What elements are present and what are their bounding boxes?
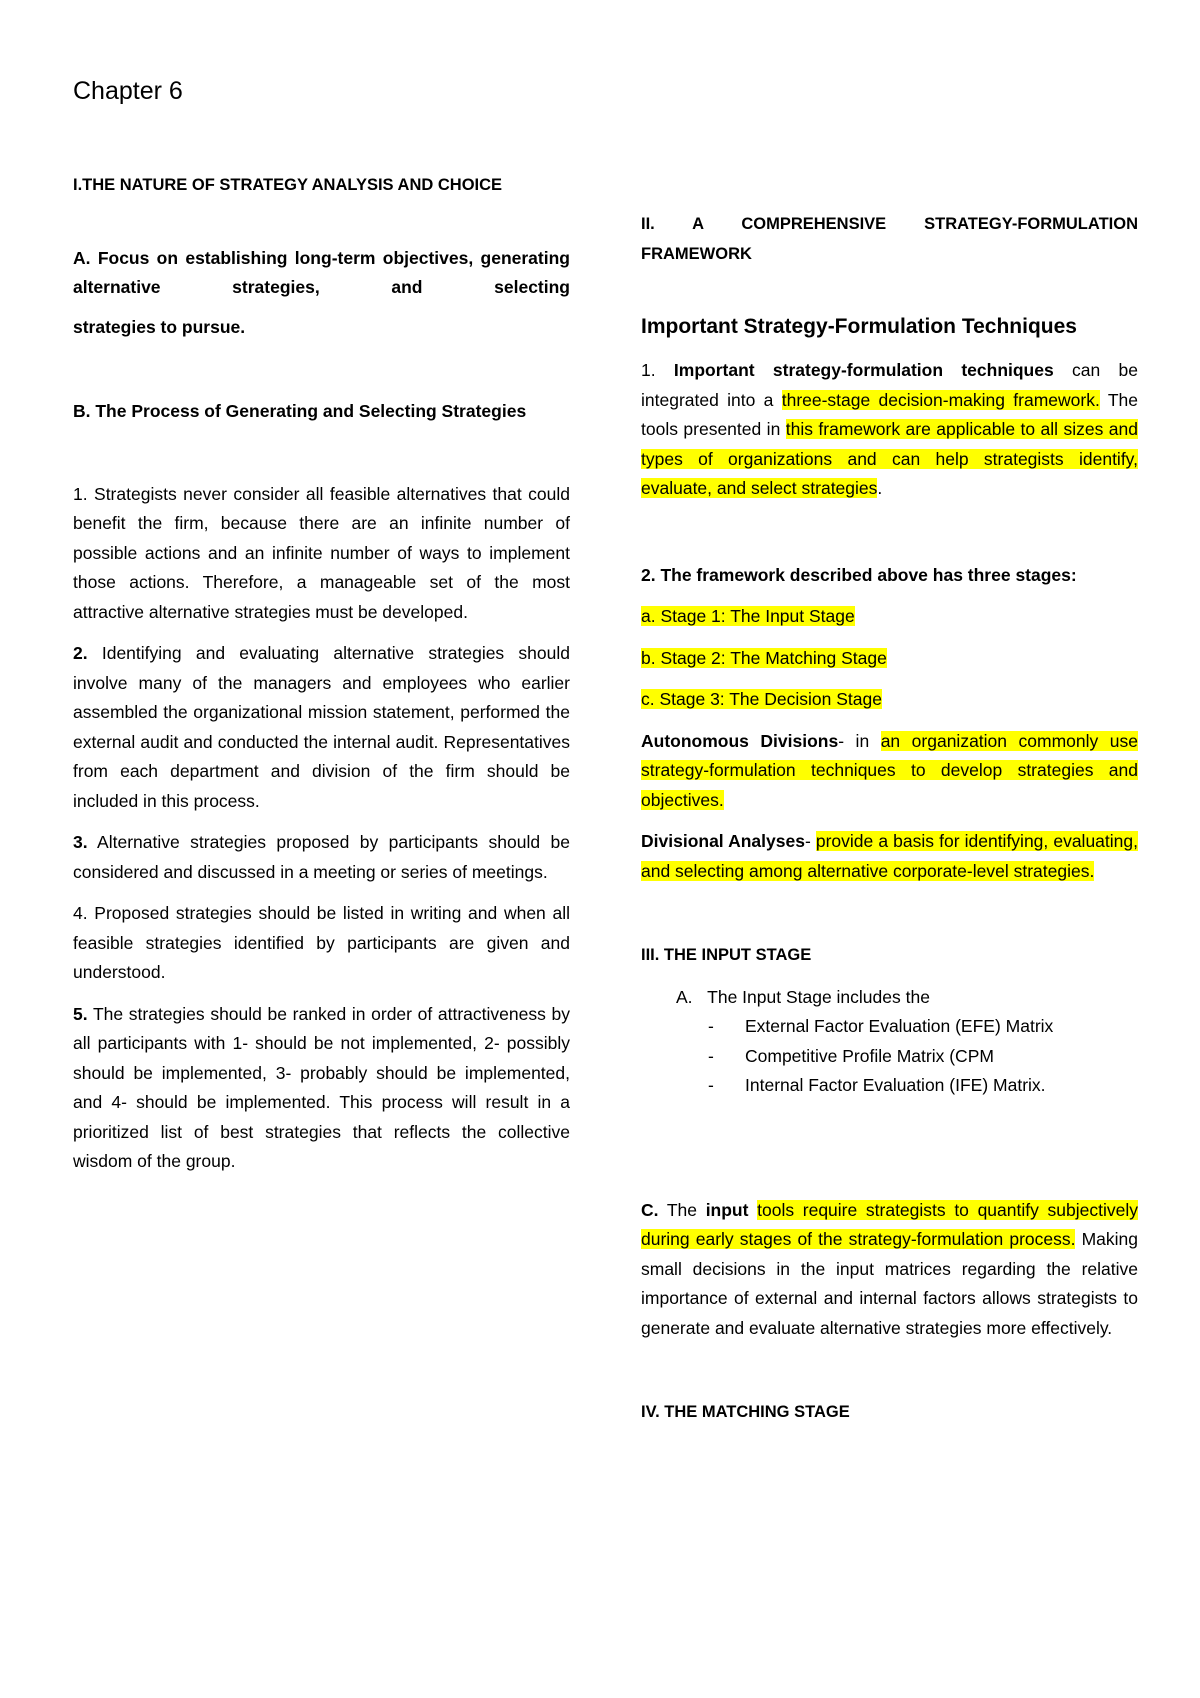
- techniques-text-c: .: [877, 478, 883, 498]
- techniques-text-b: The tools presented in: [641, 389, 1139, 439]
- input-stage-item-a: [641, 983, 1138, 1013]
- input-tools-highlight: tools require strategists to quantify subjectively during early stages of the strategy-formulation process.: [641, 1199, 1138, 1249]
- list-item: - Internal Factor Evaluation (IFE) Matrix.: [708, 1071, 1138, 1101]
- section-4-heading: IV. THE MATCHING STAGE: [641, 1403, 850, 1421]
- stage-3: [641, 685, 1138, 715]
- stage-1-text: a. Stage 1: The Input Stage: [641, 606, 855, 626]
- paragraph-5-number: 5.: [73, 1003, 88, 1024]
- paragraph-1: 1. Strategists never consider all feasible alternatives that could benefit the firm, because there are an infinite number of possible actions and an infinite number of ways to implement those actions. Therefore, a manageable set of the most attractive alternative strategies must be developed.: [73, 483, 570, 622]
- section-2-heading: II. A COMPREHENSIVE STRATEGY-FORMULATION FRAMEWORK: [641, 215, 1138, 263]
- left-column: [73, 171, 570, 1177]
- input-tools-rest: Making small decisions in the input matrices regarding the relative importance of external and internal factors allows strategists to generate and evaluate alternative strategies more effectively.: [641, 1229, 1139, 1338]
- autonomous-divisions-term: Autonomous Divisions: [641, 730, 839, 751]
- paragraph-3-number: 3.: [73, 832, 88, 852]
- paragraph-2-text: Identifying and evaluating alternative strategies should involve many of the managers and employees who earlier assembled the organizational mission statement, performed the external audit and conducted the internal audit. Representatives from each department and division of the firm should be included in this process.: [73, 643, 570, 811]
- stage-1: [641, 602, 1138, 632]
- techniques-bold: Important strategy-formulation techniques: [673, 360, 1054, 380]
- autonomous-divisions-paragraph: [641, 727, 1138, 816]
- stage-2-text: b. Stage 2: The Matching Stage: [641, 647, 887, 668]
- stage-3-text: c. Stage 3: The Decision Stage: [641, 689, 882, 709]
- right-column: [641, 210, 1138, 1428]
- input-tools-paragraph: [641, 1196, 1138, 1344]
- input-stage-label: A.: [676, 986, 693, 1007]
- techniques-heading: Important Strategy-Formulation Techniques: [641, 315, 1077, 338]
- techniques-highlight-1: three-stage decision-making framework.: [781, 389, 1100, 410]
- list-item: - Competitive Profile Matrix (CPM: [708, 1042, 1138, 1072]
- stage-2: [641, 644, 1138, 674]
- techniques-number: 1.: [641, 360, 656, 380]
- divisional-analyses-term: Divisional Analyses: [641, 831, 805, 851]
- focus-label: A.: [73, 247, 91, 268]
- techniques-paragraph: [641, 356, 1138, 504]
- process-heading: B. The Process of Generating and Selecting Strategies: [73, 401, 527, 421]
- divisional-analyses-sep: -: [804, 831, 816, 851]
- input-matrix-list: [708, 1012, 1138, 1101]
- chapter-title: Chapter 6: [73, 77, 183, 105]
- section-3-heading: III. THE INPUT STAGE: [641, 946, 812, 964]
- paragraph-2: [73, 639, 570, 816]
- divisional-analyses-paragraph: [641, 827, 1138, 886]
- framework-stages-heading: 2. The framework described above has three stages:: [641, 564, 1077, 585]
- paragraph-3-text: Alternative strategies proposed by participants should be considered and discussed in a meeting or series of meetings.: [73, 832, 570, 882]
- techniques-text-a: can be integrated into a: [641, 360, 1138, 410]
- input-stage-text: The Input Stage includes the: [707, 986, 930, 1007]
- autonomous-divisions-highlight: an organization commonly use strategy-formulation techniques to develop strategies and objectives.: [641, 730, 1139, 810]
- input-tools-input-word: input: [705, 1199, 749, 1220]
- divisional-analyses-highlight: provide a basis for identifying, evaluating, and selecting among alternative corporate-level strategies.: [641, 831, 1138, 881]
- paragraph-3: [73, 828, 570, 887]
- paragraph-2-number: 2.: [73, 643, 88, 663]
- techniques-highlight-2: this framework are applicable to all sizes and types of organizations and can help strategists identify, evaluate, and select strategies: [641, 419, 1138, 498]
- paragraph-4: 4. Proposed strategies should be listed in writing and when all feasible strategies identified by participants are given and understood.: [73, 903, 570, 982]
- focus-paragraph-line1: [73, 244, 570, 303]
- focus-text: Focus on establishing long-term objectives, generating alternative strategies, and selecting: [73, 247, 570, 297]
- input-tools-the: The: [658, 1199, 706, 1220]
- list-item: - External Factor Evaluation (EFE) Matrix: [708, 1012, 1138, 1042]
- input-tools-label: C.: [641, 1199, 659, 1220]
- autonomous-divisions-sep: - in: [838, 730, 881, 751]
- paragraph-5: [73, 1000, 570, 1177]
- section-1-heading: I.THE NATURE OF STRATEGY ANALYSIS AND CHOICE: [73, 176, 503, 194]
- paragraph-5-text: The strategies should be ranked in order of attractiveness by all participants with 1- should be not implemented, 2- possibly should be implemented, 3- probably should be implemented, and 4- should be implemented. This process will result in a prioritized list of best strategies that reflects the collective wisdom of the group.: [73, 1003, 571, 1171]
- focus-paragraph-line2: strategies to pursue.: [73, 316, 246, 337]
